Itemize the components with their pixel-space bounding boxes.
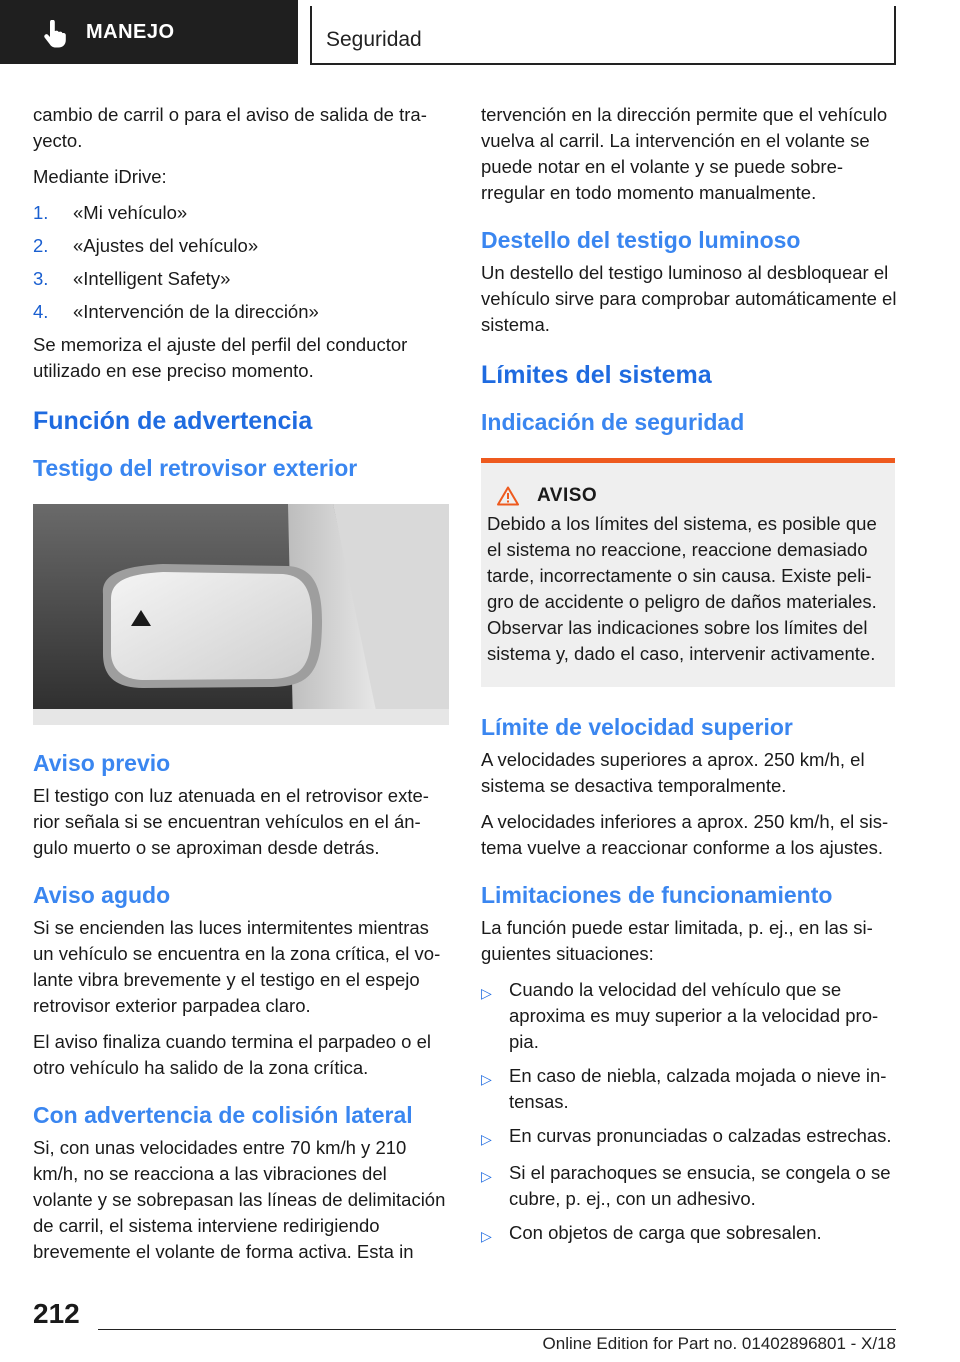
list-item: ▷ Si el parachoques se ensucia, se congela o se cubre, p. ej., con un adhesivo. [481, 1160, 897, 1212]
destello-text: Un destello del testigo luminoso al desbloquear el vehículo sirve para comprobar automáticamente el sistema. [481, 262, 897, 335]
idrive-steps [33, 200, 449, 325]
bullet-triangle-icon: ▷ [481, 1071, 492, 1087]
chapter-title: Seguridad [326, 28, 422, 51]
heading-colision: Con advertencia de colisión lateral [33, 1102, 413, 1128]
section-label: MANEJO [86, 21, 175, 43]
limitaciones-list [481, 977, 897, 1249]
footer-edition: Online Edition for Part no. 01402896801 - X/18 [542, 1334, 896, 1353]
limitaciones-text: La función puede estar limitada, p. ej., en las siguientes situaciones: [481, 917, 873, 964]
list-item: ▷ Con objetos de carga que sobresalen. [481, 1220, 897, 1249]
aviso-agudo-text-2: El aviso finaliza cuando termina el parpadeo o el otro vehículo ha salido de la zona crítica. [33, 1031, 431, 1078]
section-tab [0, 0, 298, 64]
page-number: 212 [33, 1298, 80, 1329]
heading-aviso-previo: Aviso previo [33, 750, 171, 776]
bullet-triangle-icon: ▷ [481, 985, 492, 1001]
list-item: 1. «Mi vehículo» [33, 202, 188, 223]
heading-indicacion: Indicación de seguridad [481, 409, 745, 435]
heading-aviso-agudo: Aviso agudo [33, 882, 171, 908]
heading-velocidad: Límite de velocidad superior [481, 714, 793, 740]
warning-box [481, 458, 895, 687]
list-item: 2. «Ajustes del vehículo» [33, 235, 259, 256]
right-column [481, 102, 897, 1257]
velocidad-text-1: A velocidades superiores a aprox. 250 km/h, el sistema se desactiva temporalmente. [481, 749, 865, 796]
heading-funcion: Función de advertencia [33, 407, 313, 435]
memo-paragraph: Se memoriza el ajuste del perfil del conductor utilizado en ese preciso momento. [33, 334, 408, 381]
list-item: ▷ En caso de niebla, calzada mojada o nieve intensas. [481, 1063, 897, 1115]
bullet-triangle-icon: ▷ [481, 1228, 492, 1244]
colision-text: Si, con unas velocidades entre 70 km/h y 210 km/h, no se reacciona a las vibraciones del volante y se sobrepasan las líneas de delimitación de carril, el sistema interviene redirigiendo brevemente el volante de forma activa. Esta in [33, 1137, 446, 1262]
header-divider-right [894, 6, 896, 65]
header-divider [310, 6, 312, 64]
intro-paragraph: cambio de carril o para el aviso de salida de trayecto. [33, 104, 427, 151]
heading-testigo: Testigo del retrovisor exterior [33, 455, 358, 481]
heading-limitaciones: Limitaciones de funcionamiento [481, 882, 833, 908]
list-item: ▷ En curvas pronunciadas o calzadas estrechas. [481, 1123, 897, 1152]
heading-limites: Límites del sistema [481, 361, 712, 389]
mirror-illustration [33, 504, 449, 725]
list-item: ▷ Cuando la velocidad del vehículo que se aproxima es muy superior a la velocidad propia. [481, 977, 897, 1055]
bullet-triangle-icon: ▷ [481, 1168, 492, 1184]
hand-pointer-icon [42, 20, 68, 48]
warning-triangle-icon [497, 486, 519, 506]
footer-rule [98, 1329, 896, 1330]
idrive-label: Mediante iDrive: [33, 166, 167, 187]
list-item: 4. «Intervención de la dirección» [33, 301, 319, 322]
aviso-previo-text: El testigo con luz atenuada en el retrovisor exterior señala si se encuentran vehículos en el ángulo muerto o se aproximan desde detrás. [33, 785, 429, 858]
continuation-paragraph: tervención en la dirección permite que el vehículo vuelva al carril. La intervención en el volante se puede notar en el volante y se puede sobrerregular en todo momento manualmente. [481, 104, 888, 203]
warning-title: AVISO [537, 485, 598, 506]
left-column [33, 102, 449, 1265]
list-item: 3. «Intelligent Safety» [33, 268, 231, 289]
aviso-agudo-text-1: Si se encienden las luces intermitentes mientras un vehículo se encuentra en la zona crítica, el volante vibra brevemente y el testigo en el espejo retrovisor exterior parpadea claro. [33, 917, 441, 1016]
heading-destello: Destello del testigo luminoso [481, 227, 801, 253]
warning-text: Debido a los límites del sistema, es posible que el sistema no reaccione, reaccione demasiado tarde, incorrectamente o sin causa. Existe peligro de accidente o peligro de daños materiales. Observar las indicaciones sobre los límites del sistema y, dado el caso, intervenir activamente. [487, 513, 877, 664]
velocidad-text-2: A velocidades inferiores a aprox. 250 km/h, el sistema vuelve a reaccionar conforme a los ajustes. [481, 811, 889, 858]
bullet-triangle-icon: ▷ [481, 1131, 492, 1147]
